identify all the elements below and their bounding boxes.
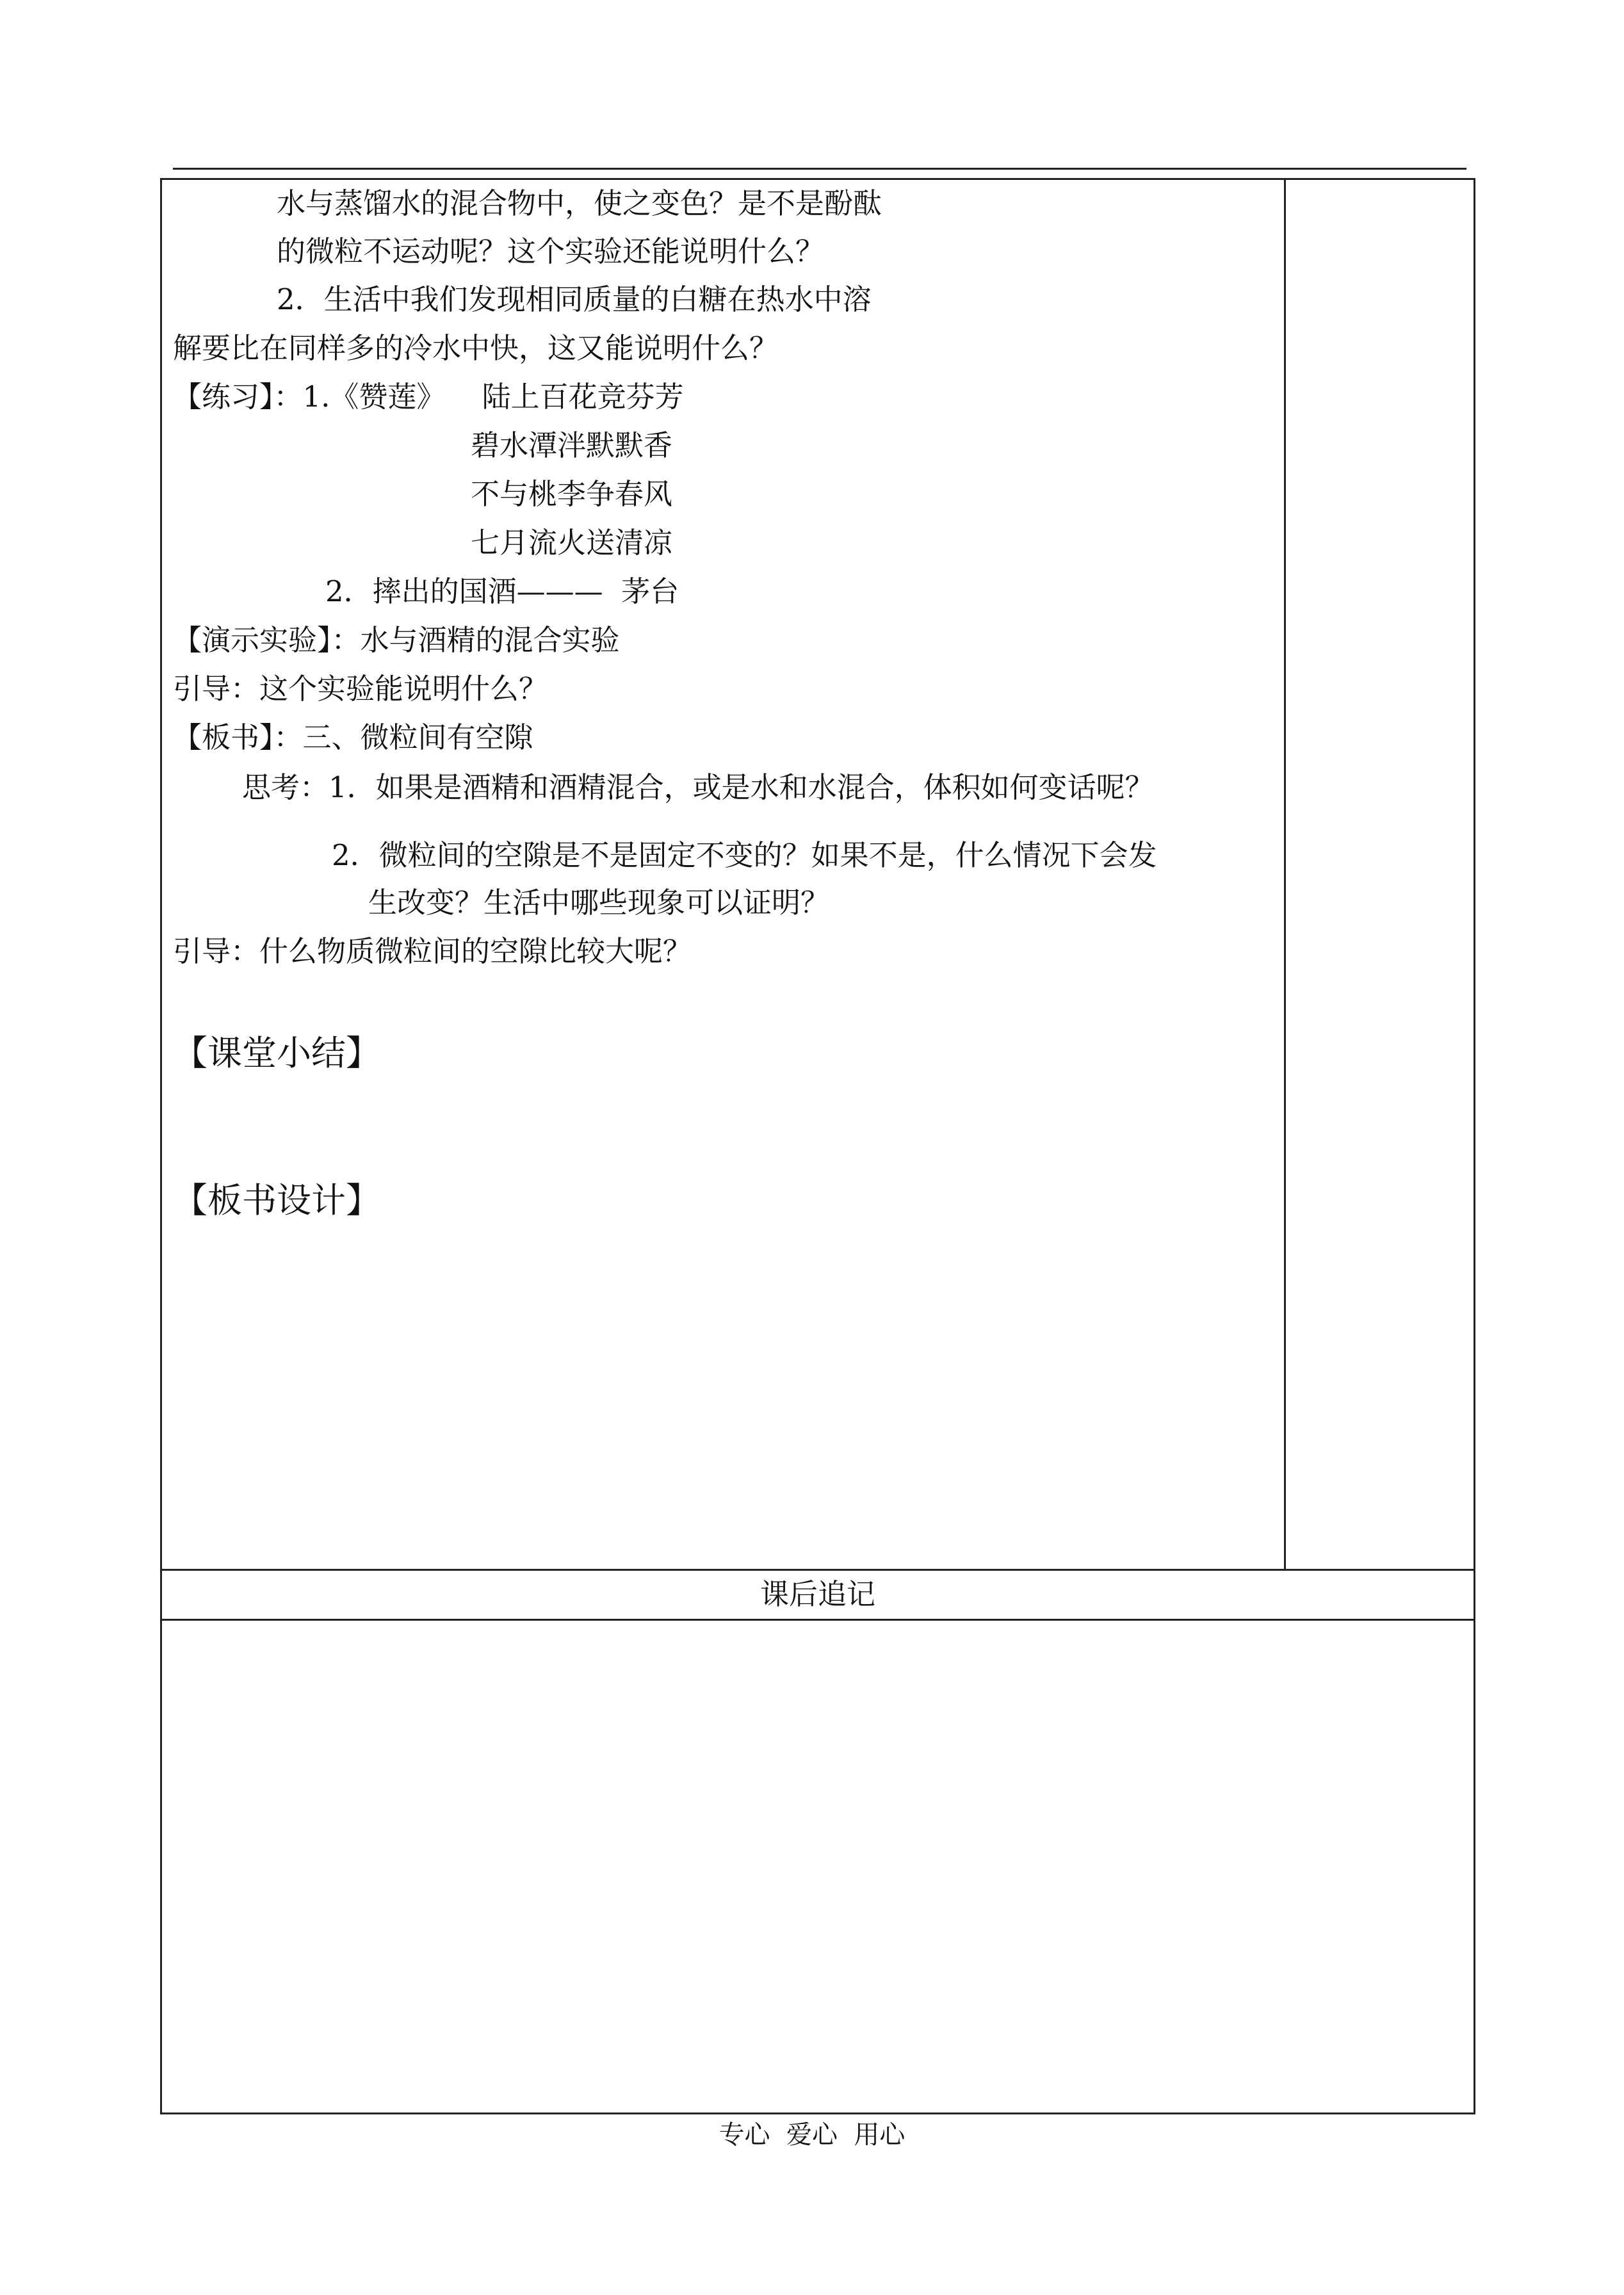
notes-column-divider <box>1284 178 1286 1569</box>
guide-line: 引导：什么物质微粒间的空隙比较大呢？ <box>173 934 692 968</box>
poem-line: 碧水潭泮默默香 <box>471 428 673 462</box>
after-class-title-bottom-border <box>160 1619 1475 1621</box>
content-line: 解要比在同样多的冷水中快，这又能说明什么？ <box>173 331 779 365</box>
exercise-line: 【练习】：1.《赞莲》 陆上百花竞芬芳 <box>173 380 684 414</box>
content-line: 水与蒸馏水的混合物中，使之变色？是不是酚酞 <box>277 186 882 220</box>
header-rule <box>173 168 1466 170</box>
content-line: 2．生活中我们发现相同质量的白糖在热水中溶 <box>277 282 872 316</box>
board-design-heading: 【板书设计】 <box>173 1180 380 1220</box>
after-class-title-top-border <box>160 1569 1475 1571</box>
content-line: 的微粒不运动呢？这个实验还能说明什么？ <box>277 234 825 268</box>
exercise-line: 2．摔出的国酒——— 茅台 <box>325 574 679 608</box>
board-line: 【板书】：三、微粒间有空隙 <box>173 720 533 754</box>
page-footer: 专心 爱心 用心 <box>719 2120 905 2150</box>
summary-heading: 【课堂小结】 <box>173 1033 380 1073</box>
poem-line: 七月流火送清凉 <box>471 526 673 560</box>
after-class-title: 课后追记 <box>759 1577 875 1611</box>
think-line: 思考：1．如果是酒精和酒精混合，或是水和水混合，体积如何变话呢？ <box>242 770 1154 804</box>
poem-line: 不与桃李争春风 <box>471 477 673 511</box>
think-line: 2．微粒间的空隙是不是固定不变的？如果不是，什么情况下会发 <box>332 838 1157 872</box>
think-line: 生改变？生活中哪些现象可以证明？ <box>368 886 830 920</box>
lesson-table <box>160 178 1475 2114</box>
demo-experiment-line: 【演示实验】：水与酒精的混合实验 <box>173 623 620 657</box>
guide-line: 引导：这个实验能说明什么？ <box>173 672 548 706</box>
